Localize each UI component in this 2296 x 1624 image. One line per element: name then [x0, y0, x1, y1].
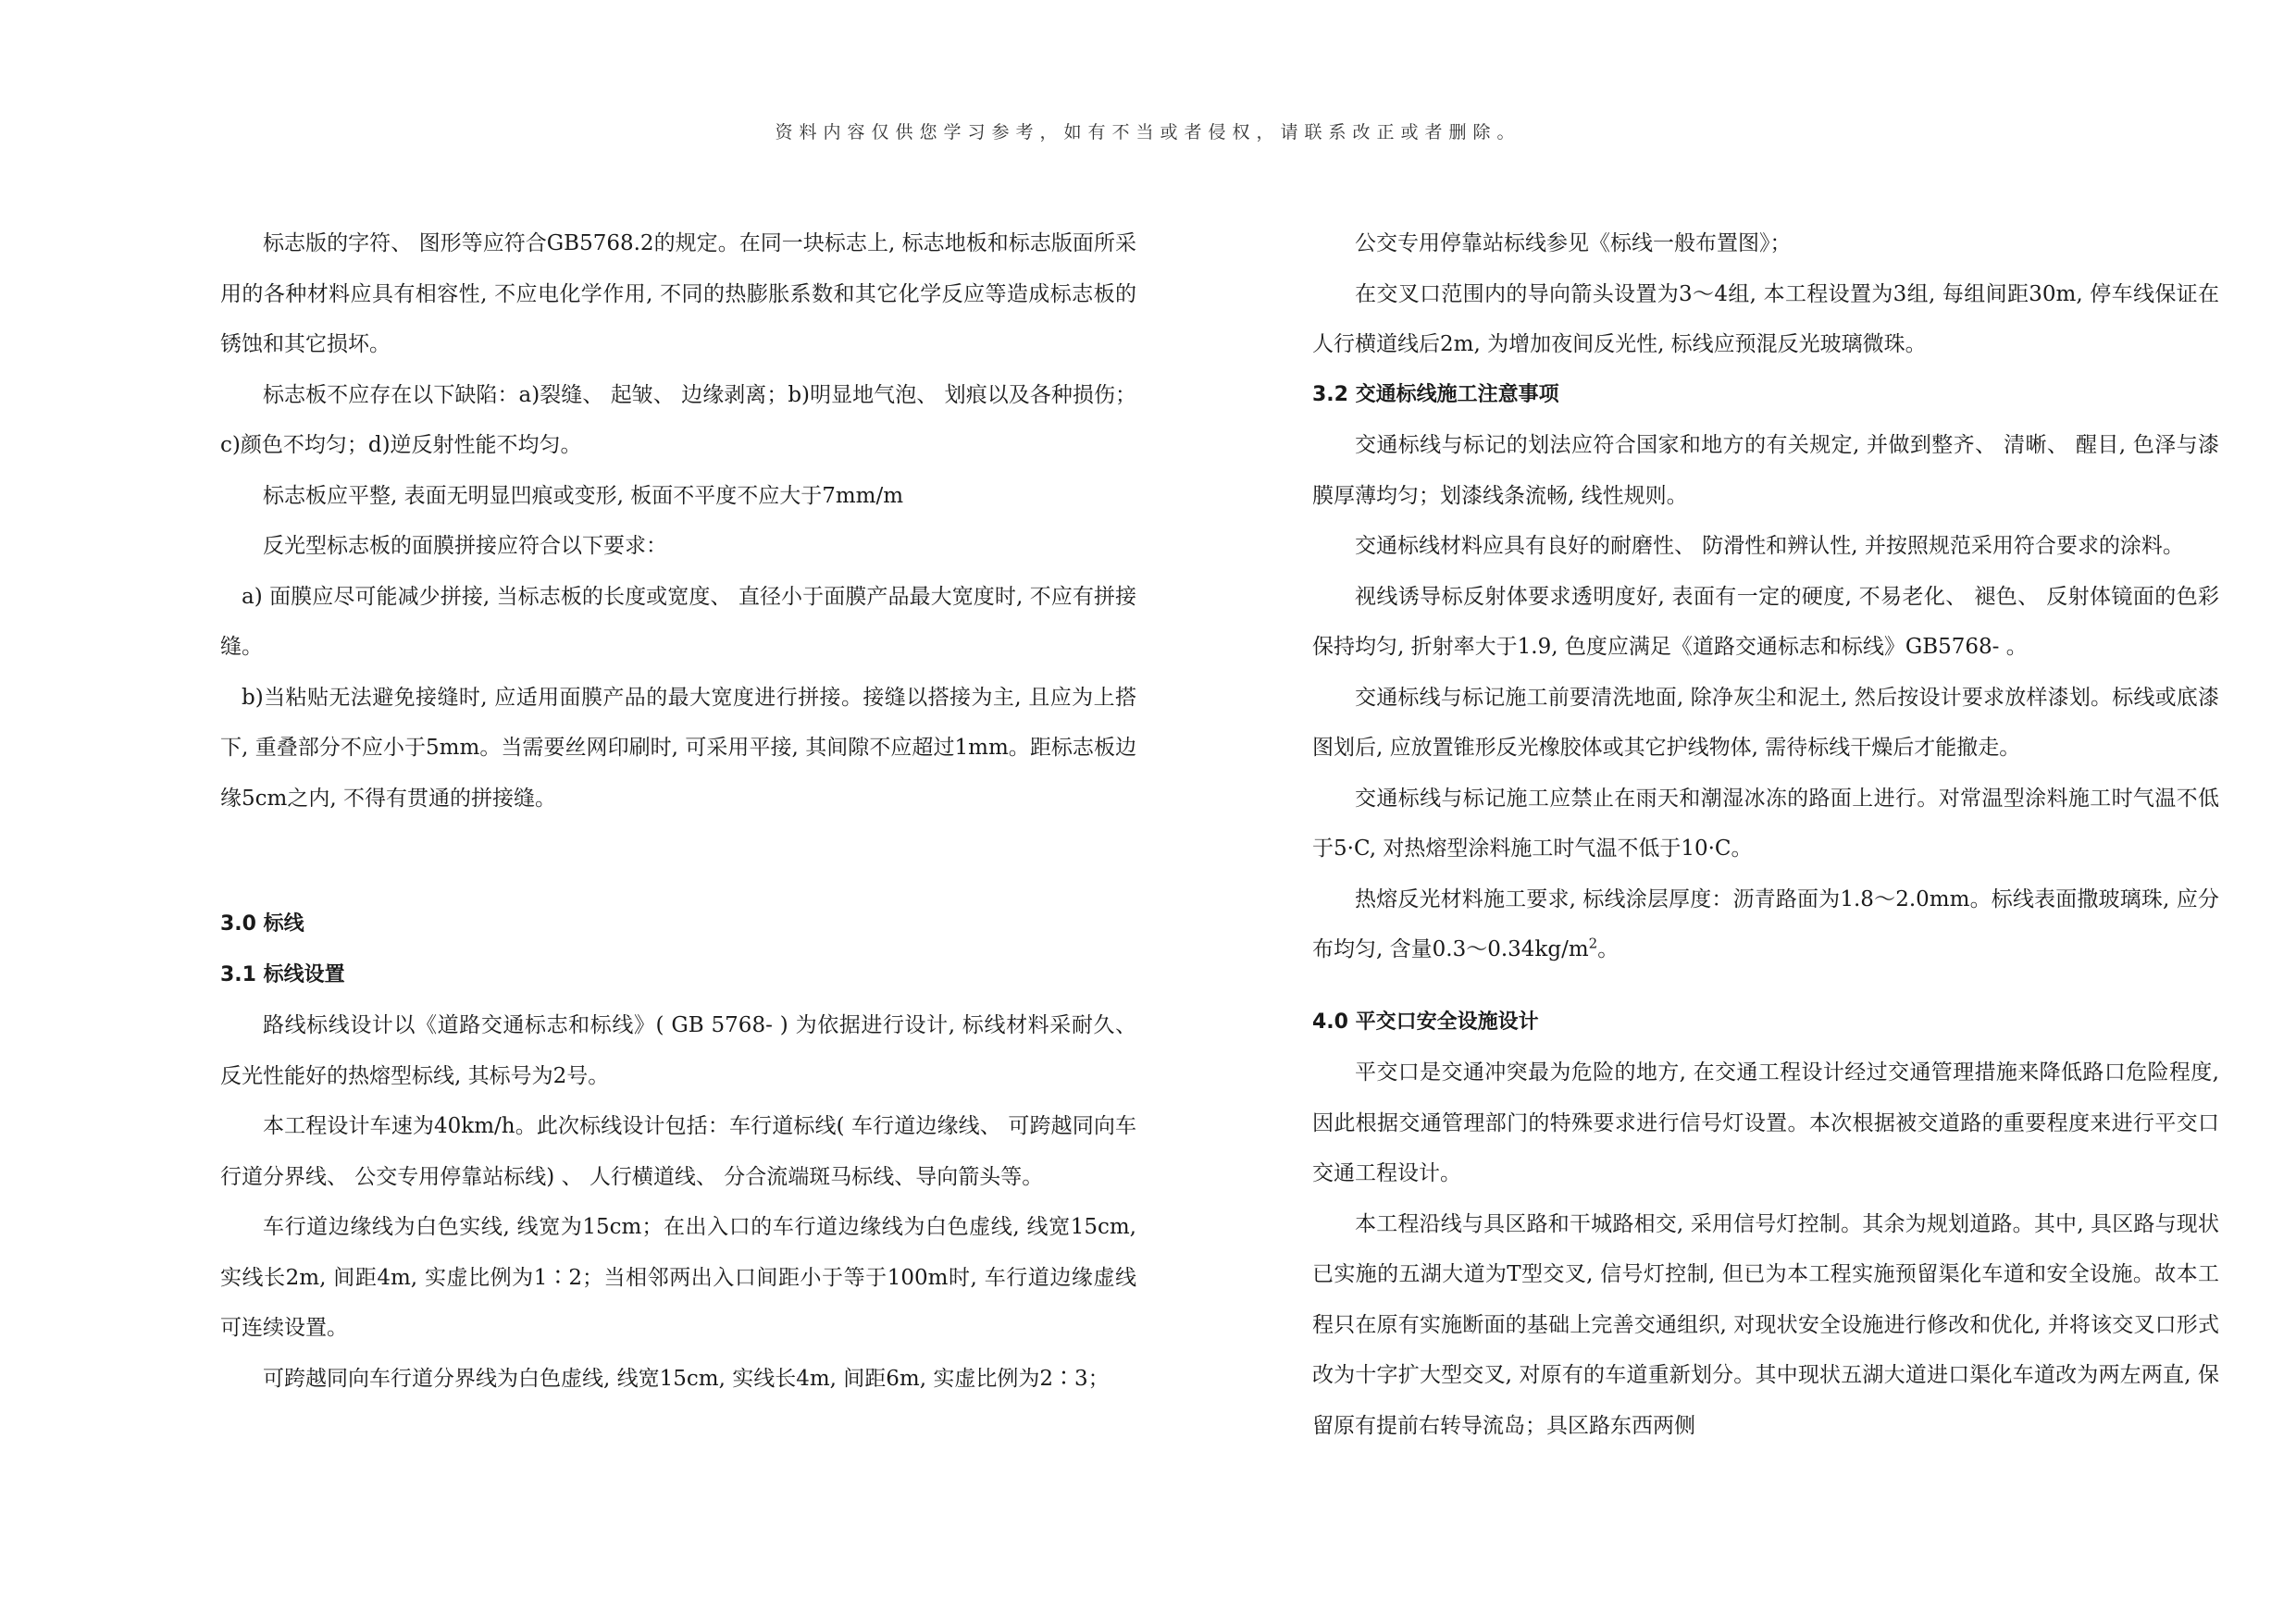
paragraph-weather-restriction: 交通标线与标记施工应禁止在雨天和潮湿冰冻的路面上进行。对常温型涂料施工时气温不低于5·C, 对热熔型涂料施工时气温不低于10·C。 [1312, 786, 2219, 861]
paragraph-reflector: 视线诱导标反射体要求透明度好, 表面有一定的硬度, 不易老化、 褪色、 反射体镜面的色彩保持均匀, 折射率大于1.9, 色度应满足《道路交通标志和标线》GB5768- 。 [1312, 584, 2219, 659]
paragraph-marking-design-basis: 路线标线设计以《道路交通标志和标线》( GB 5768- ) 为依据进行设计, 标线材料采耐久、 反光性能好的热熔型标线, 其标号为2号。 [220, 1013, 1136, 1088]
paragraph-bus-stop-marking: 公交专用停靠站标线参见《标线一般布置图》； [1355, 231, 1792, 255]
paragraph-item-b: b)当粘贴无法避免接缝时, 应适用面膜产品的最大宽度进行拼接。接缝以搭接为主, 且应为上搭下, 重叠部分不应小于5mm。当需要丝网印刷时, 可采用平接, 其间隙不应超过1mm。距标志板边缘5cm之内, 不得有贯通的拼接缝。 [220, 685, 1136, 811]
hot-melt-text: 热熔反光材料施工要求, 标线涂层厚度：沥青路面为1.8～2.0mm。标线表面撒玻璃珠, 应分布均匀, 含量0.3～0.34kg/m [1312, 886, 2219, 961]
paragraph-marking-method: 交通标线与标记的划法应符合国家和地方的有关规定, 并做到整齐、 清晰、 醒目, 色泽与漆膜厚薄均匀；划漆线条流畅, 线性规则。 [1312, 433, 2219, 508]
paragraph-sign-flatness: 标志板应平整, 表面无明显凹痕或变形, 板面不平度不应大于7mm/m [263, 483, 904, 508]
paragraph-sign-characters: 标志版的字符、 图形等应符合GB5768.2的规定。在同一块标志上, 标志地板和标志版面所采用的各种材料应具有相容性, 不应电化学作用, 不同的热膨胀系数和其它化学反应等造成标志板的锈蚀和其它损坏。 [220, 231, 1136, 356]
paragraph-design-speed: 本工程设计车速为40km/h。此次标线设计包括：车行道标线( 车行道边缘线、 可跨越同向车行道分界线、 公交专用停靠站标线) 、 人行横道线、 分合流端斑马标线、导向箭头等。 [220, 1114, 1136, 1189]
superscript-squared: 2 [1588, 935, 1598, 952]
section-heading-3-2: 3.2 交通标线施工注意事项 [1312, 382, 1559, 406]
paragraph-marking-material: 交通标线材料应具有良好的耐磨性、 防滑性和辨认性, 并按照规范采用符合要求的涂料。 [1355, 534, 2184, 558]
disclaimer-header: 资料内容仅供您学习参考，如有不当或者侵权，请联系改正或者删除。 [775, 122, 1521, 143]
paragraph-intersection-danger: 平交口是交通冲突最为危险的地方, 在交通工程设计经过交通管理措施来降低路口危险程度, 因此根据交通管理部门的特殊要求进行信号灯设置。本次根据被交道路的重要程度来进行平交口交通工程设计。 [1312, 1060, 2219, 1185]
paragraph-surface-cleaning: 交通标线与标记施工前要清洗地面, 除净灰尘和泥土, 然后按设计要求放样漆划。标线或底漆图划后, 应放置锥形反光橡胶体或其它护线物体, 需待标线干燥后才能撤走。 [1312, 685, 2219, 760]
paragraph-edge-line: 车行道边缘线为白色实线, 线宽为15cm；在出入口的车行道边缘线为白色虚线, 线宽15cm, 实线长2m, 间距4m, 实虚比例为1∶2；当相邻两出入口间距小于等于100m时, 车行道边缘虚线可连续设置。 [220, 1215, 1136, 1340]
paragraph-sign-defects: 标志板不应存在以下缺陷：a)裂缝、 起皱、 边缘剥离；b)明显地气泡、 划痕以及各种损伤；c)颜色不均匀；d)逆反射性能不均匀。 [220, 382, 1136, 457]
paragraph-intersection-details: 本工程沿线与具区路和干城路相交, 采用信号灯控制。其余为规划道路。其中, 具区路与现状已实施的五湖大道为T型交叉, 信号灯控制, 但已为本工程实施预留渠化车道和安全设施。故本工程只在原有实施断面的基础上完善交通组织, 对现状安全设施进行修改和优化, 并将该交叉口形式改为十字扩大型交叉, 对原有的车道重新划分。其中现状五湖大道进口渠化车道改为两左两直, 保留原有提前右转导流岛；具区路东西两侧 [1312, 1211, 2219, 1438]
paragraph-film-splicing-intro: 反光型标志板的面膜拼接应符合以下要求： [263, 534, 667, 558]
section-heading-4-0: 4.0 平交口安全设施设计 [1312, 1010, 1539, 1034]
right-column [1312, 218, 2219, 1451]
hot-melt-period: 。 [1597, 937, 1620, 961]
paragraph-item-a: a) 面膜应尽可能减少拼接, 当标志板的长度或宽度、 直径小于面膜产品最大宽度时, 不应有拼接缝。 [220, 584, 1136, 659]
section-heading-3-0: 3.0 标线 [220, 912, 304, 936]
paragraph-guide-arrows: 在交叉口范围内的导向箭头设置为3～4组, 本工程设置为3组, 每组间距30m, 停车线保证在人行横道线后2m, 为增加夜间反光性, 标线应预混反光玻璃微珠。 [1312, 281, 2219, 356]
section-heading-3-1: 3.1 标线设置 [220, 962, 345, 986]
left-column [220, 218, 1136, 1404]
paragraph-lane-divider: 可跨越同向车行道分界线为白色虚线, 线宽15cm, 实线长4m, 间距6m, 实虚比例为2∶3； [263, 1366, 1110, 1391]
paragraph-hot-melt-requirements [1312, 874, 2219, 975]
